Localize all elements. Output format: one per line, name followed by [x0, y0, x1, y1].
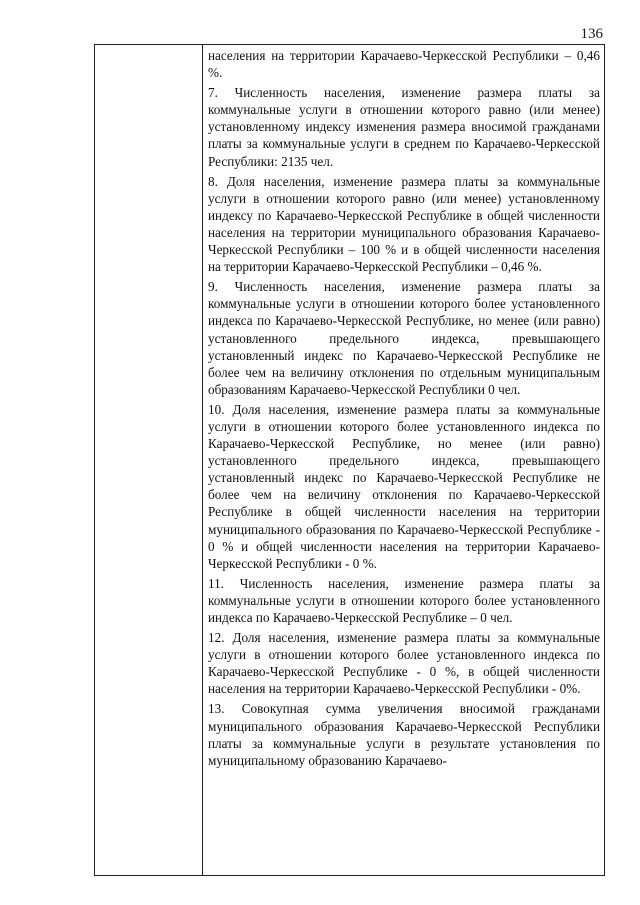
intro-paragraph: населения на территории Карачаево-Черкесской Республики – 0,46 %.: [208, 48, 600, 81]
item-11: 11. Численность населения, изменение размера платы за коммунальные услуги в отношении которого более установленного индекса по Карачаево-Черкесской Республике – 0 чел.: [208, 575, 600, 625]
item-8: 8. Доля населения, изменение размера платы за коммунальные услуги в отношении которого равно (или менее) установленному индексу по Карачаево-Черкесской Республике в общей численности населения на территории муниципального образования Карачаево-Черкесской Республики – 100 % и в общей численности населения на территории Карачаево-Черкесской Республики – 0,46 %.: [208, 173, 600, 275]
item-10: 10. Доля населения, изменение размера платы за коммунальные услуги в отношении которого более установленного индекса по Карачаево-Черкесской Республике, но менее (или равно) установленного предельного индекса, превышающего установленный индекс по Карачаево-Черкесской Республике не более чем на величину отклонения по Карачаево-Черкесской Республике в общей численности населения на территории муниципального образования по Карачаево-Черкесской Республике - 0 % и общей численности населения на территории Карачаево-Черкесской Республики - 0 %.: [208, 401, 600, 571]
text-cell: [208, 47, 600, 769]
document-table: [94, 44, 605, 876]
column-divider: [202, 45, 203, 875]
item-9: 9. Численность населения, изменение размера платы за коммунальные услуги в отношении которого более установленного индекса по Карачаево-Черкесской Республике, но менее (или равно) установленного предельного индекса, превышающего установленный индекс по Карачаево-Черкесской Республике не более чем на величину отклонения по отдельным муниципальным образованиям Карачаево-Черкесской Республики 0 чел.: [208, 279, 600, 397]
item-7: 7. Численность населения, изменение размера платы за коммунальные услуги в отношении которого равно (или менее) установленному индексу изменения размера вносимой гражданами платы за коммунальные услуги в среднем по Карачаево-Черкесской Республики: 2135 чел.: [208, 85, 600, 169]
item-13: 13. Совокупная сумма увеличения вносимой гражданами муниципального образования Карачаево-Черкесской Республики платы за коммунальные услуги в результате установления по муниципальному образованию Карачаево-: [208, 701, 600, 768]
left-column-cell: [95, 45, 202, 875]
page-number: 136: [580, 26, 603, 42]
item-12: 12. Доля населения, изменение размера платы за коммунальные услуги в отношении которого более установленного индекса по Карачаево-Черкесской Республике - 0 %, в общей численности населения на территории Карачаево-Черкесской Республики - 0%.: [208, 630, 600, 697]
